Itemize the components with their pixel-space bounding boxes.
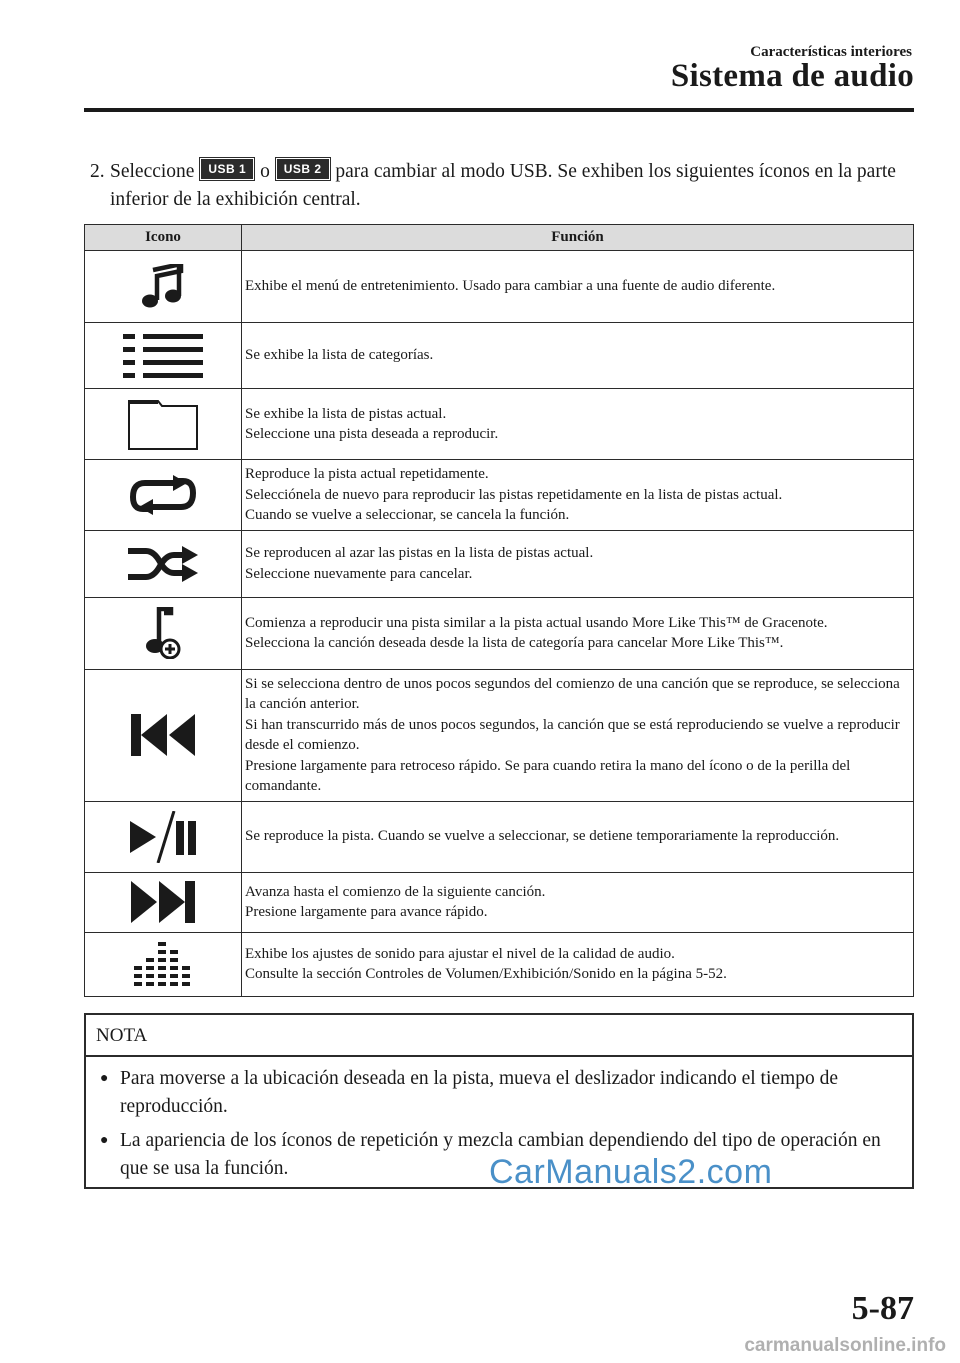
play-pause-icon	[128, 811, 198, 863]
row-text: Presione largamente para avance rápido.	[245, 904, 488, 920]
row-text: Se exhibe la lista de categorías.	[245, 347, 434, 364]
section-title: Características interiores	[750, 44, 912, 60]
table-row	[85, 597, 914, 669]
row-text: Se reproducen al azar las pistas en la lista de pistas actual.	[245, 545, 594, 561]
table-row	[85, 251, 914, 323]
step-text-before: Seleccione	[110, 161, 195, 182]
step-connector: o	[260, 161, 270, 182]
previous-track-icon	[131, 714, 195, 756]
step-number: 2.	[90, 161, 105, 182]
row-text: Exhibe los ajustes de sonido para ajustar el nivel de la calidad de audio.	[245, 945, 675, 962]
row-text: Selecciónela de nuevo para reproducir las pistas repetidamente en la lista de pistas actual.	[245, 486, 783, 503]
row-text: Se exhibe la lista de pistas actual.	[245, 405, 447, 422]
row-text: Presione largamente para retroceso rápido. Se para cuando retira la mano del ícono o de la perilla del comandante.	[245, 757, 851, 794]
table-row	[85, 530, 914, 597]
icon-function-table	[84, 224, 914, 997]
row-text: Comienza a reproducir una pista similar a la pista actual usando More Like This™ de Gracenote.	[245, 614, 828, 631]
row-text: Exhibe el menú de entretenimiento. Usado para cambiar a una fuente de audio diferente.	[245, 278, 776, 295]
nota-title: NOTA	[86, 1015, 912, 1057]
repeat-icon	[129, 475, 197, 515]
row-text: Seleccione una pista deseada a reproducir.	[245, 426, 499, 442]
table-row	[85, 932, 914, 996]
header-funcion: Función	[242, 225, 914, 251]
footer-url: carmanualsonline.info	[744, 1335, 946, 1356]
row-text: Selecciona la canción deseada desde la lista de categoría para cancelar More Like This™.	[245, 635, 784, 651]
step-instruction	[90, 158, 920, 214]
more-like-this-icon	[145, 607, 181, 659]
usb2-badge: USB 2	[277, 159, 329, 179]
table-row	[85, 323, 914, 389]
table-row	[85, 801, 914, 872]
table-header-row	[85, 225, 914, 251]
row-text: Avanza hasta el comienzo de la siguiente canción.	[245, 883, 546, 900]
table-row	[85, 460, 914, 531]
nota-item-text: Para moverse a la ubicación deseada en la pista, mueva el deslizador indicando el tiempo de reproducción.	[120, 1068, 838, 1117]
folder-icon	[128, 398, 198, 450]
bullet-icon: ●	[100, 1071, 109, 1086]
table-row	[85, 669, 914, 801]
row-text: Cuando se vuelve a seleccionar, se cancela la función.	[245, 507, 570, 523]
page-title: Sistema de audio	[670, 58, 914, 94]
table-row	[85, 872, 914, 932]
music-note-icon	[141, 264, 185, 310]
sound-settings-icon	[133, 942, 193, 986]
next-track-icon	[131, 881, 195, 923]
row-text: Si se selecciona dentro de unos pocos segundos del comienzo de una canción que se reproduce, se selecciona la canción anterior.	[245, 675, 900, 712]
list-item	[100, 1065, 912, 1121]
category-list-icon	[123, 334, 203, 378]
watermark: CarManuals2.com	[489, 1153, 773, 1191]
step-text-after: para cambiar al modo USB. Se exhiben los siguientes íconos en la parte inferior de la exhibición central.	[110, 161, 896, 210]
row-text: Reproduce la pista actual repetidamente.	[245, 466, 489, 482]
table-row	[85, 389, 914, 460]
row-text: Se reproduce la pista. Cuando se vuelve a seleccionar, se detiene temporariamente la reproducción.	[245, 828, 840, 845]
usb1-badge: USB 1	[201, 159, 253, 179]
header-divider	[84, 108, 914, 112]
shuffle-icon	[128, 542, 198, 586]
row-text: Consulte la sección Controles de Volumen/Exhibición/Sonido en la página 5-52.	[245, 966, 727, 982]
page-number: 5-87	[851, 1290, 914, 1327]
row-text: Si han transcurrido más de unos pocos segundos, la canción que se está reproduciendo se vuelve a reproducir desde el comienzo.	[245, 716, 900, 753]
row-text: Seleccione nuevamente para cancelar.	[245, 565, 473, 582]
bullet-icon: ●	[100, 1133, 109, 1148]
nota-item-text: La apariencia de los íconos de repetición y mezcla cambian dependiendo del tipo de operación en que se usa la función.	[120, 1130, 881, 1179]
header-icono: Icono	[85, 225, 242, 251]
